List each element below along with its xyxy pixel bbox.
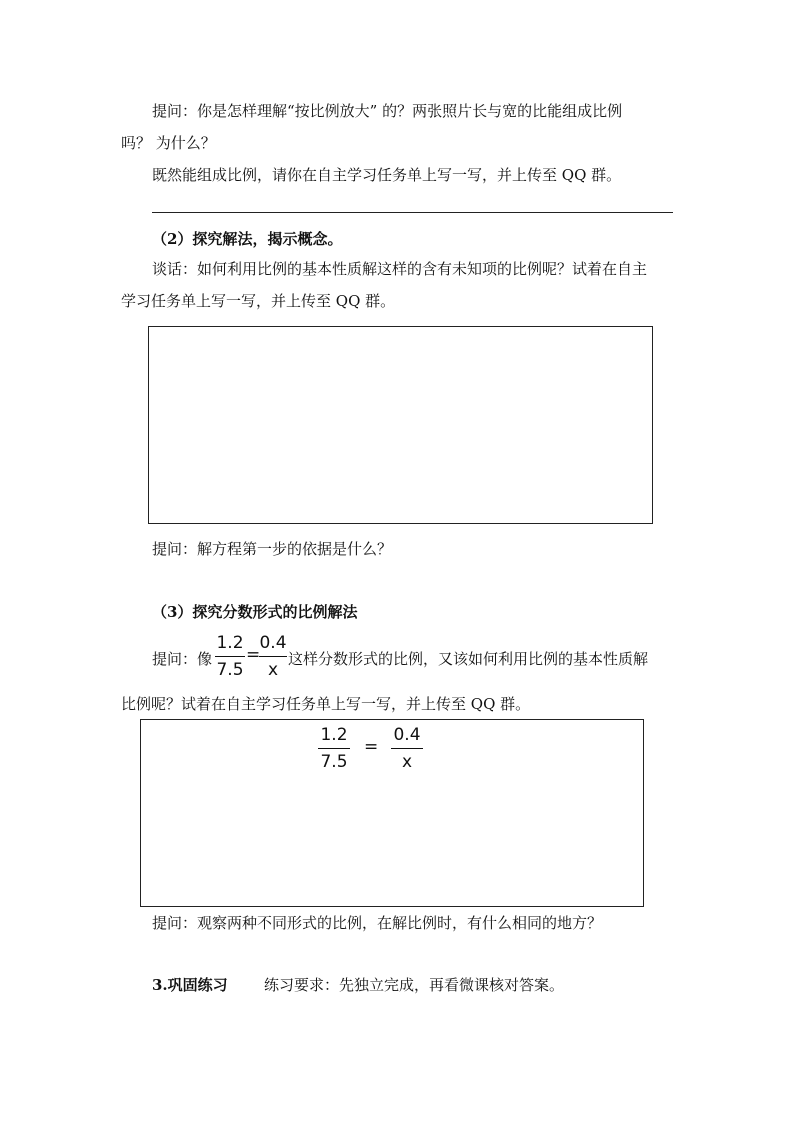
box-equals-sign: = [364, 737, 379, 757]
box-fraction-left-denominator: 7.5 [320, 752, 348, 772]
section-3-suffix: 这样分数形式的比例，又该如何利用比例的基本性质解 [288, 650, 649, 668]
inline-fraction-right-denominator: x [267, 660, 279, 680]
box-fraction-right-numerator: 0.4 [393, 725, 421, 745]
inline-fraction-left-bar [215, 656, 245, 657]
box-fraction-left-bar [318, 748, 350, 749]
instruction-text: 既然能组成比例，请你在自主学习任务单上写一写，并上传至 QQ 群。 [152, 166, 622, 184]
section-4-heading: 3.巩固练习 [152, 976, 228, 994]
divider-line [152, 212, 673, 213]
inline-fraction-left [215, 632, 245, 681]
answer-box-1[interactable] [148, 326, 653, 524]
section-2-question: 提问：解方程第一步的依据是什么？ [152, 540, 393, 558]
inline-fraction-left-denominator: 7.5 [216, 660, 244, 680]
box-fraction-left [318, 724, 350, 773]
question-text-line-2: 吗？ 为什么？ [121, 134, 216, 152]
inline-fraction-left-numerator: 1.2 [216, 633, 244, 653]
box-fraction-right-bar [391, 748, 423, 749]
section-3-question: 提问：观察两种不同形式的比例，在解比例时，有什么相同的地方？ [152, 914, 603, 932]
section-3-text-line-2: 比例呢？试着在自主学习任务单上写一写，并上传至 QQ 群。 [121, 695, 531, 713]
section-2-text-line-2: 学习任务单上写一写，并上传至 QQ 群。 [121, 292, 396, 310]
inline-equals-sign: = [246, 645, 261, 665]
box-fraction-right-denominator: x [401, 752, 413, 772]
section-2-heading: （2）探究解法，揭示概念。 [152, 230, 343, 248]
inline-fraction-right [259, 632, 287, 681]
practice-requirement: 练习要求：先独立完成，再看微课核对答案。 [264, 976, 565, 994]
inline-fraction-right-bar [259, 656, 287, 657]
box-fraction-left-numerator: 1.2 [320, 725, 348, 745]
section-2-text-line-1: 谈话：如何利用比例的基本性质解这样的含有未知项的比例呢？试着在自主 [152, 260, 648, 278]
inline-fraction-right-numerator: 0.4 [259, 633, 287, 653]
section-3-heading: （3）探究分数形式的比例解法 [152, 603, 358, 621]
section-3-prefix: 提问：像 [152, 650, 213, 668]
box-fraction-right [391, 724, 423, 773]
question-text-line-1: 提问：你是怎样理解“按比例放大” 的？两张照片长与宽的比能组成比例 [152, 102, 623, 120]
